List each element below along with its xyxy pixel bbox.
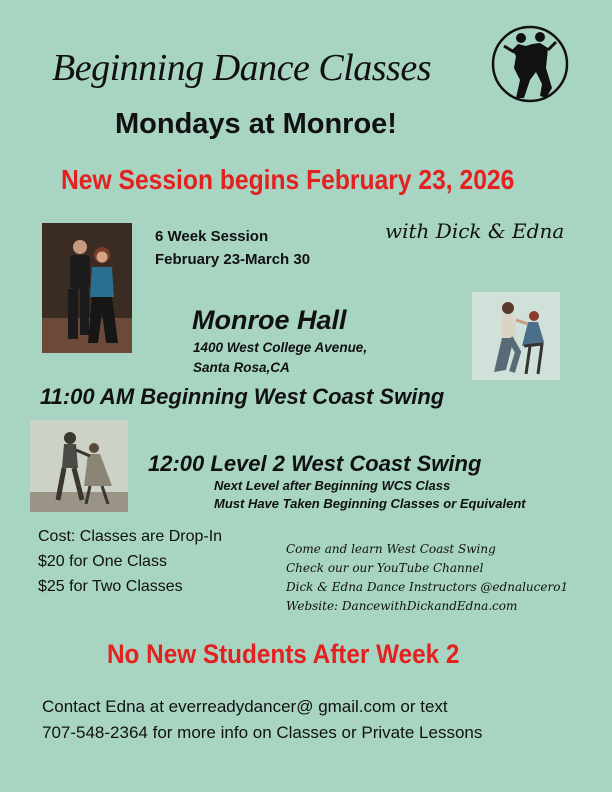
cost-line2: $20 for One Class <box>38 553 167 570</box>
contact-line1: Contact Edna at everreadydancer@ gmail.com or text <box>42 697 448 716</box>
cost-line1: Cost: Classes are Drop-In <box>38 528 223 545</box>
page-title: Beginning Dance Classes <box>52 47 432 89</box>
promo-line4: Website: DancewithDickandEdna.com <box>286 599 518 613</box>
class-level2: 12:00 Level 2 West Coast Swing <box>148 451 482 476</box>
venue-address-line1: 1400 West College Avenue, <box>193 340 368 355</box>
cost-info <box>38 524 222 599</box>
session-dates: February 23-March 30 <box>155 251 311 268</box>
session-start-banner: New Session begins February 23, 2026 <box>61 164 515 195</box>
cost-line3: $25 for Two Classes <box>38 578 183 595</box>
dancing-couple-icon <box>490 24 570 104</box>
promo-line2: Check our our YouTube Channel <box>286 561 484 575</box>
instructors-photo <box>42 223 132 353</box>
venue-name: Monroe Hall <box>192 305 347 335</box>
promo-line1: Come and learn West Coast Swing <box>286 542 496 556</box>
venue-address-line2: Santa Rosa,CA <box>193 360 290 375</box>
instructors-names: with Dick & Edna <box>385 219 565 243</box>
class-level2-notes <box>214 477 526 513</box>
dancers-illustration-right <box>472 292 560 380</box>
session-info <box>155 225 310 271</box>
class-level2-note2: Must Have Taken Beginning Classes or Equivalent <box>214 496 526 511</box>
dancers-illustration-left <box>30 420 128 512</box>
page-subtitle: Mondays at Monroe! <box>115 108 397 140</box>
no-new-students-notice: No New Students After Week 2 <box>107 639 460 669</box>
contact-info <box>42 694 482 746</box>
contact-line2: 707-548-2364 for more info on Classes or Private Lessons <box>42 723 483 742</box>
class-level2-note1: Next Level after Beginning WCS Class <box>214 478 451 493</box>
class-beginning: 11:00 AM Beginning West Coast Swing <box>40 384 445 409</box>
venue-address <box>193 338 367 378</box>
promo-info <box>286 540 568 616</box>
promo-line3: Dick & Edna Dance Instructors @ednalucero1 <box>286 580 569 594</box>
session-length: 6 Week Session <box>155 228 269 245</box>
